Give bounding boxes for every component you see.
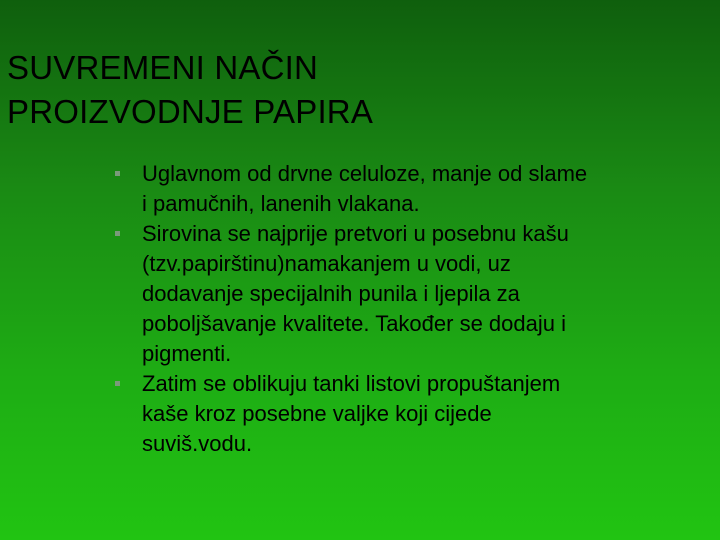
slide-title-line-2: PROIZVODNJE PAPIRA bbox=[7, 93, 374, 130]
bullet-3-line-3: suviš.vodu. bbox=[142, 431, 253, 456]
bullet-2-line-2: (tzv.papirštinu)namakanjem u vodi, uz bbox=[142, 251, 511, 276]
bullet-item-3 bbox=[115, 369, 715, 459]
bullet-item-1 bbox=[115, 159, 715, 219]
bullet-2-line-5: pigmenti. bbox=[142, 341, 232, 366]
square-bullet-icon bbox=[115, 381, 120, 386]
bullet-item-2 bbox=[115, 219, 715, 369]
slide-title bbox=[7, 46, 373, 134]
bullet-1-line-2: i pamučnih, lanenih vlakana. bbox=[142, 191, 420, 216]
bullet-3-line-1: Zatim se oblikuju tanki listovi propuštanjem bbox=[142, 371, 561, 396]
bullet-2-line-3: dodavanje specijalnih punila i ljepila za bbox=[142, 281, 520, 306]
bullet-2-line-1: Sirovina se najprije pretvori u posebnu kašu bbox=[142, 221, 569, 246]
slide-title-line-1: SUVREMENI NAČIN bbox=[7, 49, 319, 86]
bullet-1-line-1: Uglavnom od drvne celuloze, manje od slame bbox=[142, 161, 588, 186]
square-bullet-icon bbox=[115, 171, 120, 176]
bullet-3-line-2: kaše kroz posebne valjke koji cijede bbox=[142, 401, 492, 426]
bullet-2-line-4: poboljšavanje kvalitete. Također se dodaju i bbox=[142, 311, 566, 336]
bullet-list bbox=[115, 159, 715, 459]
square-bullet-icon bbox=[115, 231, 120, 236]
